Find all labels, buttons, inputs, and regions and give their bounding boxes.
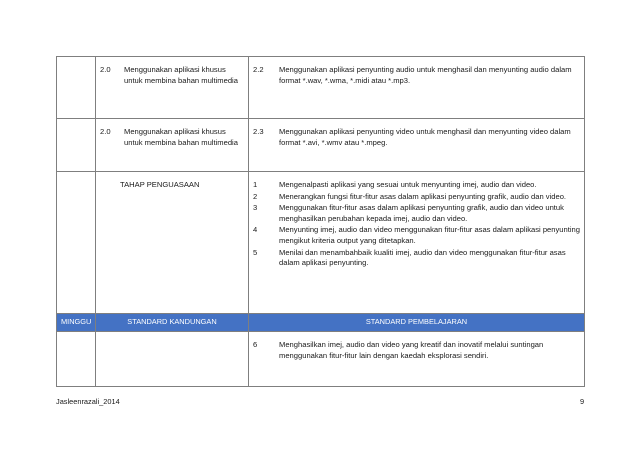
minggu-cell <box>57 119 96 172</box>
kd-number: 2.0 <box>100 127 111 136</box>
list-item <box>253 180 580 191</box>
tahap-text: Menilai dan menambahbaik kualiti imej, audio dan video menggunakan fitur-fitur asas dalam aplikasi penyunting. <box>279 247 566 268</box>
sp-text: Menggunakan aplikasi penyunting video untuk menghasil dan menyunting video dalam format *.avi, *.wmv atau *.mpeg. <box>279 127 571 147</box>
list-item <box>253 203 580 224</box>
tahap-number: 4 <box>253 225 258 235</box>
pembelajaran-cell <box>249 332 585 387</box>
table-header-row <box>57 314 585 332</box>
table-row <box>57 172 585 314</box>
sp-text: Menggunakan aplikasi penyunting audio untuk menghasil dan menyunting audio dalam format *.wav, *.wma, *.midi atau *.mp3. <box>279 65 572 85</box>
list-item <box>253 225 580 246</box>
kd-text: Menggunakan aplikasi khusus untuk membina bahan multimedia <box>124 65 238 85</box>
table-row <box>57 332 585 387</box>
kandungan-cell <box>96 332 249 387</box>
tahap-number: 2 <box>253 191 258 201</box>
tahap-text: Mengenalpasti aplikasi yang sesuai untuk menyunting imej, audio dan video. <box>279 180 537 189</box>
header-standard-kandungan: STANDARD KANDUNGAN <box>96 314 249 332</box>
minggu-cell <box>57 57 96 119</box>
header-minggu: MINGGU <box>57 314 96 332</box>
tahap-number: 6 <box>253 340 258 349</box>
tahap-items-cell <box>249 172 585 314</box>
kandungan-cell <box>96 57 249 119</box>
tahap-text: Menerangkan fungsi fitur-fitur asas dalam aplikasi penyunting grafik, audio dan video. <box>279 191 567 201</box>
sp-number: 2.2 <box>253 65 264 74</box>
pembelajaran-cell <box>249 119 585 172</box>
tahap-text: Menghasilkan imej, audio dan video yang kreatif dan inovatif melalui suntingan menggunakan fitur-fitur lain dengan kaedah eksplorasi sendiri. <box>279 340 544 360</box>
tahap-number: 5 <box>253 247 258 257</box>
tahap-label-cell <box>96 172 249 314</box>
minggu-cell <box>57 332 96 387</box>
table-row <box>57 57 585 119</box>
table-row <box>57 119 585 172</box>
header-standard-pembelajaran: STANDARD PEMBELAJARAN <box>249 314 585 332</box>
kd-number: 2.0 <box>100 65 111 74</box>
page-number: 9 <box>580 397 585 406</box>
tahap-text: Menyunting imej, audio dan video menggunakan fitur-fitur asas dalam aplikasi penyunting mengikut kriteria output yang ditetapkan. <box>279 225 580 245</box>
minggu-cell <box>57 172 96 314</box>
kd-text: Menggunakan aplikasi khusus untuk membina bahan multimedia <box>124 127 238 147</box>
list-item <box>253 248 580 269</box>
footer-author: Jasleenrazali_2014 <box>56 397 120 406</box>
sp-number: 2.3 <box>253 127 264 136</box>
kandungan-cell <box>96 119 249 172</box>
tahap-number: 3 <box>253 203 258 213</box>
curriculum-table <box>56 56 585 387</box>
tahap-text: Menggunakan fitur-fitur asas dalam aplikasi penyunting grafik, audio dan video untuk menghasilkan perubahan kepada imej, audio dan video. <box>279 203 564 223</box>
pembelajaran-cell <box>249 57 585 119</box>
tahap-number: 1 <box>253 180 258 189</box>
tahap-penguasaan-label: TAHAP PENGUASAAN <box>120 180 200 189</box>
list-item <box>253 192 580 203</box>
